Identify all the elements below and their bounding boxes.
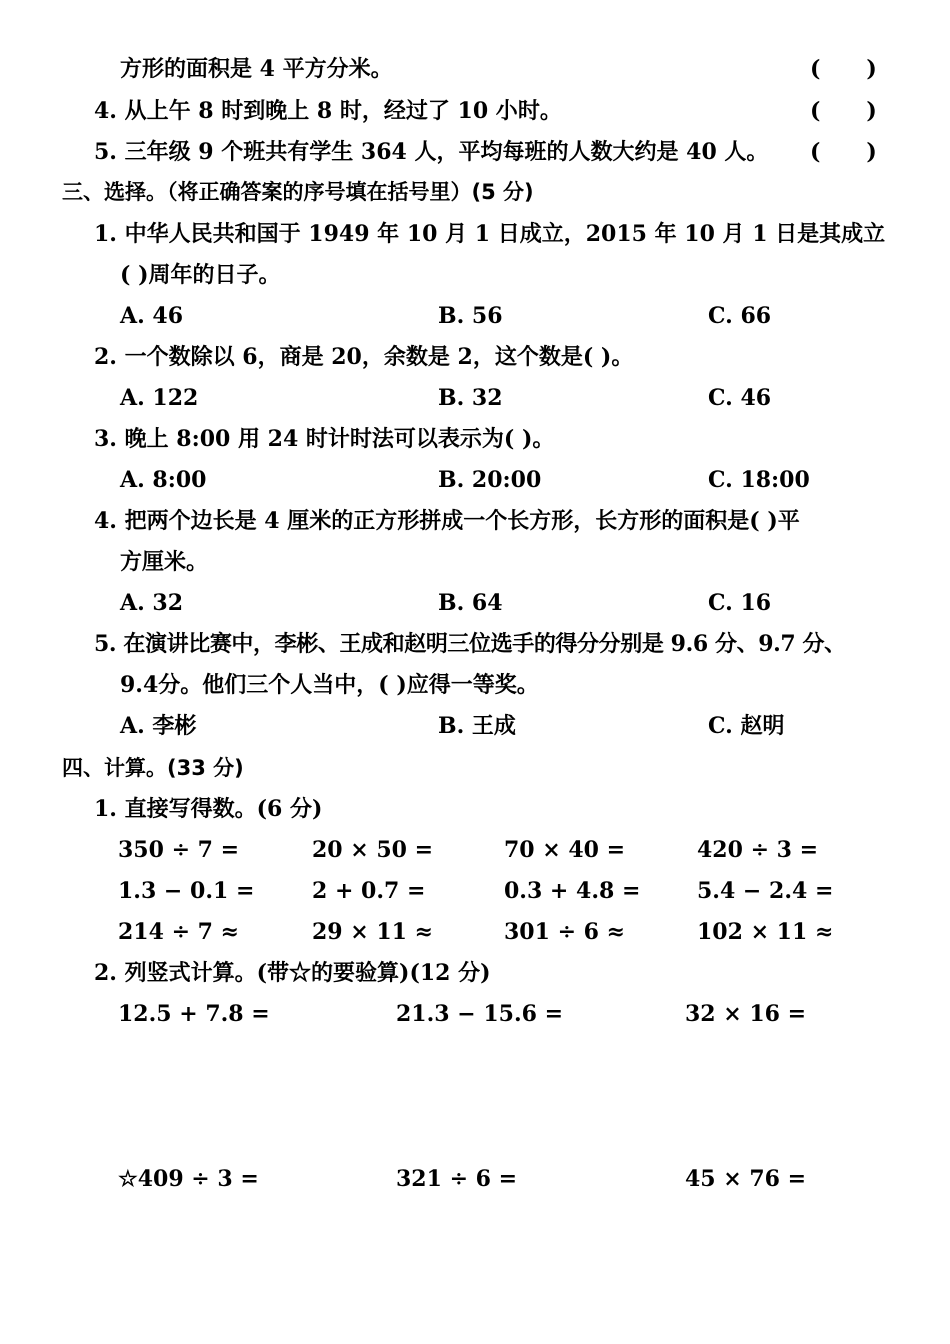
oral-calc-item: 5.4 − 2.4 =	[697, 878, 834, 904]
choice-q5-option-b: B. 王成	[438, 713, 516, 739]
choice-q4-option-c: C. 16	[708, 590, 772, 616]
section-heading-calc: 四、计算。(33 分)	[62, 756, 244, 780]
answer-paren: ( )	[810, 98, 877, 124]
oral-calc-item: 350 ÷ 7 =	[118, 837, 240, 863]
oral-calc-item: 29 × 11 ≈	[312, 919, 434, 945]
oral-calc-item: 301 ÷ 6 ≈	[504, 919, 626, 945]
calc-sub1: 1. 直接写得数。(6 分)	[94, 796, 323, 822]
section-heading-choice: 三、选择。（将正确答案的序号填在括号里）(5 分)	[62, 180, 534, 204]
oral-calc-item: 0.3 + 4.8 =	[504, 878, 641, 904]
choice-q5-line2: 9.4分。他们三个人当中，( )应得一等奖。	[120, 672, 539, 698]
calc-sub2: 2. 列竖式计算。(带☆的要验算)(12 分)	[94, 960, 491, 986]
choice-q3: 3. 晚上 8:00 用 24 时计时法可以表示为( )。	[94, 426, 555, 452]
choice-q2-option-a: A. 122	[120, 385, 199, 411]
answer-paren: ( )	[810, 139, 877, 165]
choice-q2-option-b: B. 32	[438, 385, 503, 411]
vertical-calc-item: ☆409 ÷ 3 =	[118, 1166, 259, 1192]
choice-q5-option-c: C. 赵明	[708, 713, 785, 739]
choice-q3-option-c: C. 18:00	[708, 467, 810, 493]
vertical-calc-item: 12.5 + 7.8 =	[118, 1001, 270, 1027]
vertical-calc-item: 45 × 76 =	[685, 1166, 807, 1192]
choice-q4-line1: 4. 把两个边长是 4 厘米的正方形拼成一个长方形，长方形的面积是( )平	[94, 508, 800, 534]
judge-q3-continuation: 方形的面积是 4 平方分米。	[120, 56, 393, 82]
choice-q4-option-a: A. 32	[120, 590, 184, 616]
choice-q2: 2. 一个数除以 6，商是 20，余数是 2，这个数是( )。	[94, 344, 634, 370]
choice-q2-option-c: C. 46	[708, 385, 772, 411]
oral-calc-item: 102 × 11 ≈	[697, 919, 834, 945]
choice-q4-line2: 方厘米。	[120, 549, 209, 575]
judge-q4: 4. 从上午 8 时到晚上 8 时，经过了 10 小时。	[94, 98, 562, 124]
choice-q1-option-b: B. 56	[438, 303, 503, 329]
oral-calc-item: 420 ÷ 3 =	[697, 837, 819, 863]
choice-q1-line2: ( )周年的日子。	[120, 262, 281, 288]
judge-q5: 5. 三年级 9 个班共有学生 364 人，平均每班的人数大约是 40 人。	[94, 139, 769, 165]
answer-paren: ( )	[810, 56, 877, 82]
choice-q5-option-a: A. 李彬	[120, 713, 197, 739]
oral-calc-item: 1.3 − 0.1 =	[118, 878, 255, 904]
vertical-calc-item: 21.3 − 15.6 =	[396, 1001, 564, 1027]
choice-q3-option-a: A. 8:00	[120, 467, 207, 493]
oral-calc-item: 214 ÷ 7 ≈	[118, 919, 240, 945]
choice-q4-option-b: B. 64	[438, 590, 503, 616]
vertical-calc-item: 321 ÷ 6 =	[396, 1166, 518, 1192]
choice-q3-option-b: B. 20:00	[438, 467, 542, 493]
oral-calc-item: 20 × 50 =	[312, 837, 434, 863]
choice-q1-line1: 1. 中华人民共和国于 1949 年 10 月 1 日成立，2015 年 10 月 1 日是其成立	[94, 221, 886, 247]
vertical-calc-item: 32 × 16 =	[685, 1001, 807, 1027]
oral-calc-item: 2 + 0.7 =	[312, 878, 426, 904]
choice-q1-option-a: A. 46	[120, 303, 184, 329]
choice-q1-option-c: C. 66	[708, 303, 772, 329]
oral-calc-item: 70 × 40 =	[504, 837, 626, 863]
choice-q5-line1: 5. 在演讲比赛中，李彬、王成和赵明三位选手的得分分别是 9.6 分、9.7 分、	[94, 631, 846, 657]
